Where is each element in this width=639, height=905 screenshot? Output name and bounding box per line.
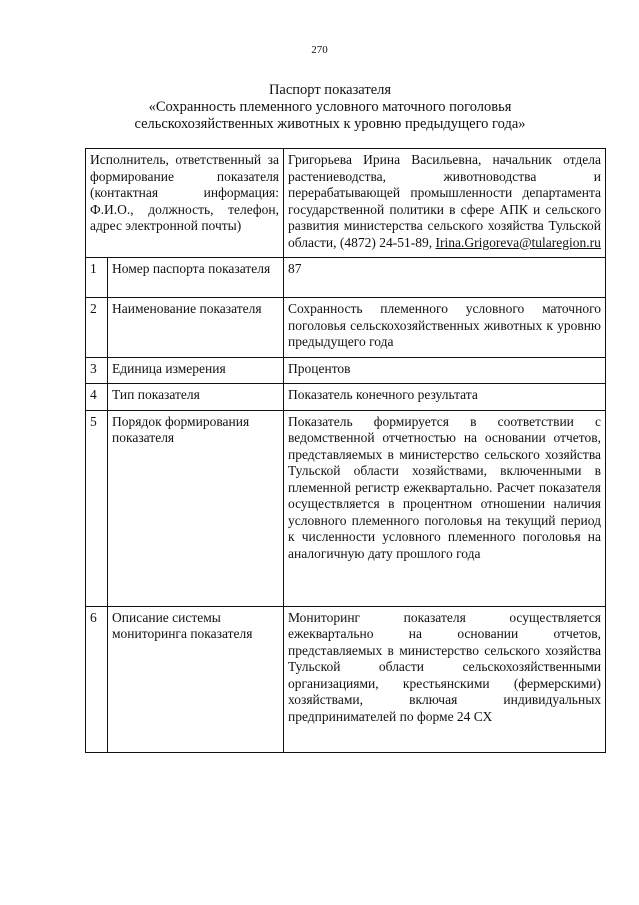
title-line-2: «Сохранность племенного условного маточного поголовья — [148, 99, 512, 115]
row-value: 87 — [284, 258, 606, 298]
row-number: 5 — [86, 410, 108, 606]
row-value: Процентов — [284, 357, 606, 384]
row-label: Описание системы мониторинга показателя — [108, 606, 284, 752]
row-number: 1 — [86, 258, 108, 298]
responsible-contact: Григорьева Ирина Васильевна, начальник отдела растениеводства, животноводства и перерабатывающей промышленности департамента государственной политики в сфере АПК и сельского развития министерства сельского хозяйства Тульской области, (4872) 24-51-89, — [288, 152, 602, 250]
row-number: 3 — [86, 357, 108, 384]
row-label: Наименование показателя — [108, 298, 284, 358]
document-title — [60, 82, 600, 133]
table-row — [86, 298, 606, 358]
passport-table — [85, 148, 606, 753]
row-value: Показатель формируется в соответствии с ведомственной отчетностью на основании отчетов, представляемых в министерство сельского хозяйства Тульской области хозяйствами, включенными в племенной регистр ежеквартально. Расчет показателя осуществляется в процентном отношении наличия условного племенного поголовья на текущий период к численности условного племенного поголовья на аналогичную дату прошлого года — [284, 410, 606, 606]
row-number: 4 — [86, 384, 108, 411]
row-value: Показатель конечного результата — [284, 384, 606, 411]
row-label: Единица измерения — [108, 357, 284, 384]
row-value: Мониторинг показателя осуществляется ежеквартально на основании отчетов, представляемых в министерство сельского хозяйства Тульской области сельскохозяйственными организациями, крестьянскими (фермерскими) хозяйствами, включая индивидуальных предпринимателей по форме 24 СХ — [284, 606, 606, 752]
title-line-3: сельскохозяйственных животных к уровню предыдущего года» — [134, 116, 526, 132]
row-number: 6 — [86, 606, 108, 752]
table-row — [86, 606, 606, 752]
table-row — [86, 357, 606, 384]
table-row — [86, 384, 606, 411]
table-row — [86, 258, 606, 298]
row-number: 2 — [86, 298, 108, 358]
table-row — [86, 410, 606, 606]
responsible-email-link[interactable]: Irina.Grigoreva@tularegion.ru — [435, 234, 601, 250]
row-label: Порядок формирования показателя — [108, 410, 284, 606]
responsible-label: Исполнитель, ответственный за формирование показателя (контактная информация: Ф.И.О., должность, телефон, адрес электронной почты) — [86, 149, 284, 258]
responsible-value — [284, 149, 606, 258]
row-label: Номер паспорта показателя — [108, 258, 284, 298]
row-value: Сохранность племенного условного маточного поголовья сельскохозяйственных животных к уровню предыдущего года — [284, 298, 606, 358]
table-row-responsible — [86, 149, 606, 258]
page-number: 270 — [311, 44, 328, 56]
row-label: Тип показателя — [108, 384, 284, 411]
title-line-1: Паспорт показателя — [268, 82, 392, 98]
